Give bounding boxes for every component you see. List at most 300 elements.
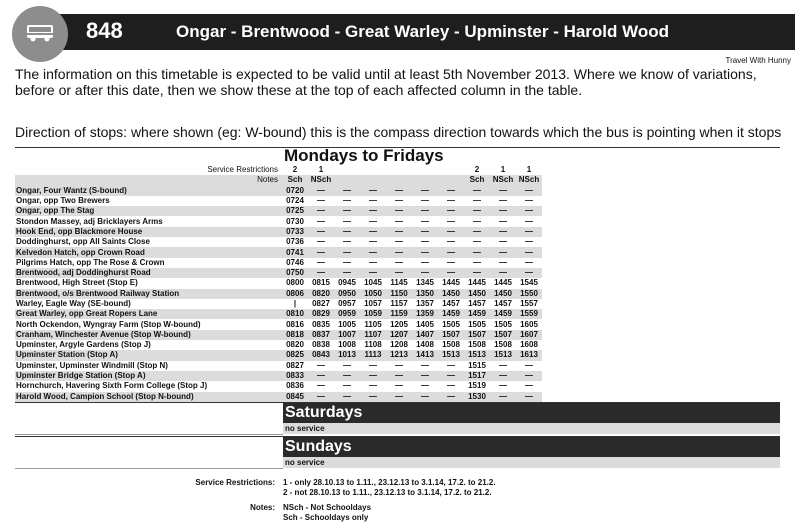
footnote-restriction-2: 2 - not 28.10.13 to 1.11., 23.12.13 to 3.1.14, 17.2. to 21.2. bbox=[283, 488, 492, 497]
time-cell: 0945 bbox=[338, 278, 356, 288]
time-cell: 1505 bbox=[494, 319, 512, 329]
time-cell: 0810 bbox=[282, 309, 308, 319]
time-cell: 0829 bbox=[308, 309, 334, 319]
stop-name: Harold Wood, Campion School (Stop N-bound) bbox=[15, 392, 282, 402]
stop-name: Hook End, opp Blackmore House bbox=[15, 227, 282, 237]
time-cell: 0836 bbox=[286, 381, 304, 391]
time-cell: — bbox=[438, 186, 464, 196]
time-cell: — bbox=[464, 247, 490, 257]
time-cell: — bbox=[395, 216, 403, 226]
restriction-cell: 1 bbox=[526, 165, 532, 175]
note-cell bbox=[334, 175, 360, 185]
stop-name: Doddinghurst, opp All Saints Close bbox=[16, 237, 150, 247]
time-cell: — bbox=[525, 381, 533, 391]
mon-fri-title: Mondays to Fridays bbox=[284, 146, 444, 165]
time-cell: 0833 bbox=[282, 371, 308, 381]
time-cell: 1508 bbox=[442, 340, 460, 350]
time-cell: — bbox=[308, 206, 334, 216]
sundays-header bbox=[283, 437, 780, 457]
table-row bbox=[15, 196, 542, 206]
time-cell: 0746 bbox=[286, 257, 304, 267]
time-cell: 1450 bbox=[464, 289, 490, 299]
time-cell: 0838 bbox=[312, 340, 330, 350]
time-cell: — bbox=[438, 268, 464, 278]
table-row bbox=[15, 361, 542, 371]
footnote-note-nsch: NSch - Not Schooldays bbox=[283, 503, 372, 512]
route-title: Ongar - Brentwood - Great Warley - Upminster - Harold Wood bbox=[176, 22, 670, 41]
time-cell: 1413 bbox=[412, 350, 438, 360]
time-cell: — bbox=[490, 206, 516, 216]
time-cell: 1357 bbox=[416, 299, 434, 308]
time-cell: — bbox=[421, 216, 429, 226]
time-cell: — bbox=[317, 257, 325, 267]
saturdays-note: no service bbox=[285, 424, 325, 433]
time-cell: — bbox=[525, 257, 533, 267]
route-number: 848 bbox=[86, 18, 123, 43]
restriction-cell: 2 bbox=[292, 165, 298, 175]
time-cell: 0827 bbox=[286, 360, 304, 370]
table-row bbox=[15, 319, 542, 329]
time-cell: 1459 bbox=[464, 309, 490, 319]
time-cell: 1513 bbox=[490, 350, 516, 360]
time-cell: — bbox=[334, 371, 360, 381]
time-cell: — bbox=[334, 247, 360, 257]
time-cell: 1515 bbox=[468, 360, 486, 370]
time-cell: — bbox=[334, 268, 360, 278]
note-cell bbox=[386, 175, 412, 185]
time-cell: — bbox=[369, 196, 377, 206]
time-cell: — bbox=[525, 360, 533, 370]
time-cell: — bbox=[516, 186, 542, 196]
time-cell: — bbox=[317, 196, 325, 206]
time-cell: 0835 bbox=[312, 319, 330, 329]
time-cell: — bbox=[369, 257, 377, 267]
table-row bbox=[15, 258, 542, 268]
time-cell: — bbox=[360, 268, 386, 278]
time-cell: 1530 bbox=[464, 392, 490, 402]
time-cell: — bbox=[438, 371, 464, 381]
time-cell: — bbox=[395, 360, 403, 370]
time-cell: — bbox=[447, 381, 455, 391]
time-cell: — bbox=[447, 196, 455, 206]
time-cell: — bbox=[308, 392, 334, 402]
time-cell: 0720 bbox=[282, 186, 308, 196]
note-cell: NSch bbox=[308, 175, 334, 185]
time-cell: — bbox=[360, 227, 386, 237]
time-cell: — bbox=[386, 227, 412, 237]
time-cell: — bbox=[386, 268, 412, 278]
time-cell: 1507 bbox=[490, 330, 516, 340]
stop-name: Ongar, opp Two Brewers bbox=[16, 196, 110, 206]
time-cell: — bbox=[412, 186, 438, 196]
stop-name: Stondon Massey, adj Bricklayers Arms bbox=[16, 216, 163, 226]
restriction-cell bbox=[334, 165, 360, 175]
time-cell: — bbox=[343, 237, 351, 247]
time-cell: — bbox=[525, 196, 533, 206]
time-cell: — bbox=[447, 257, 455, 267]
time-cell: 1605 bbox=[520, 319, 538, 329]
table-row bbox=[15, 381, 542, 391]
stop-name: Upminster Station (Stop A) bbox=[15, 350, 282, 360]
time-cell: 1513 bbox=[438, 350, 464, 360]
time-cell: 1113 bbox=[360, 350, 386, 360]
stop-name: Ongar, opp The Stag bbox=[15, 206, 282, 216]
stop-name: North Ockendon, Wyngray Farm (Stop W-bound) bbox=[16, 319, 201, 329]
time-cell: — bbox=[412, 227, 438, 237]
time-cell: — bbox=[360, 186, 386, 196]
time-cell: 1457 bbox=[494, 299, 512, 308]
time-cell: — bbox=[308, 268, 334, 278]
time-cell: — bbox=[334, 186, 360, 196]
time-cell: 0950 bbox=[334, 289, 360, 299]
time-cell: 1545 bbox=[520, 278, 538, 288]
time-cell: — bbox=[395, 196, 403, 206]
sundays-note: no service bbox=[285, 458, 325, 467]
time-cell: — bbox=[360, 206, 386, 216]
time-cell: 1550 bbox=[516, 289, 542, 299]
note-cell: Sch bbox=[464, 175, 490, 185]
time-cell: — bbox=[490, 227, 516, 237]
time-cell: 0957 bbox=[338, 299, 356, 308]
time-cell: 1105 bbox=[364, 319, 382, 329]
time-cell: — bbox=[447, 216, 455, 226]
timetable-mon-fri bbox=[15, 165, 542, 402]
time-cell: 0843 bbox=[308, 350, 334, 360]
time-cell: — bbox=[464, 268, 490, 278]
time-cell: 0845 bbox=[282, 392, 308, 402]
time-cell: 1145 bbox=[390, 278, 408, 288]
time-cell: 1457 bbox=[442, 299, 460, 308]
time-cell: 0736 bbox=[286, 237, 304, 247]
time-cell: 1045 bbox=[364, 278, 382, 288]
time-cell: — bbox=[386, 247, 412, 257]
time-cell: — bbox=[499, 216, 507, 226]
time-cell: — bbox=[308, 371, 334, 381]
time-cell: — bbox=[464, 206, 490, 216]
time-cell: — bbox=[317, 360, 325, 370]
time-cell: 0827 bbox=[312, 299, 330, 308]
time-cell: 0837 bbox=[308, 330, 334, 340]
time-cell: — bbox=[369, 237, 377, 247]
restrictions-label: Service Restrictions bbox=[207, 165, 278, 175]
table-row bbox=[15, 186, 542, 196]
time-cell: — bbox=[421, 381, 429, 391]
time-cell: 1013 bbox=[334, 350, 360, 360]
time-cell: — bbox=[438, 392, 464, 402]
time-cell: — bbox=[516, 371, 542, 381]
time-cell: 1345 bbox=[416, 278, 434, 288]
time-cell: — bbox=[369, 360, 377, 370]
time-cell: 1005 bbox=[338, 319, 356, 329]
stop-name: Upminster, Upminster Windmill (Stop N) bbox=[16, 360, 168, 370]
time-cell: — bbox=[438, 206, 464, 216]
time-cell: 1207 bbox=[386, 330, 412, 340]
time-cell: — bbox=[447, 360, 455, 370]
time-cell: 1057 bbox=[364, 299, 382, 308]
time-cell: — bbox=[308, 227, 334, 237]
table-row bbox=[15, 299, 542, 309]
time-cell: — bbox=[360, 371, 386, 381]
time-cell: 0750 bbox=[282, 268, 308, 278]
time-cell: — bbox=[308, 186, 334, 196]
sundays-no-service bbox=[283, 457, 780, 468]
time-cell: 1350 bbox=[412, 289, 438, 299]
note-cell: Sch bbox=[282, 175, 308, 185]
time-cell: — bbox=[395, 237, 403, 247]
time-cell: — bbox=[386, 206, 412, 216]
time-cell: 1050 bbox=[360, 289, 386, 299]
time-cell: 1445 bbox=[494, 278, 512, 288]
time-cell: 0820 bbox=[286, 340, 304, 350]
stop-name: Great Warley, opp Great Ropers Lane bbox=[15, 309, 282, 319]
time-cell: — bbox=[369, 381, 377, 391]
stop-name: Brentwood, High Street (Stop E) bbox=[16, 278, 138, 288]
time-cell: — bbox=[317, 381, 325, 391]
divider bbox=[15, 434, 283, 435]
restriction-cell: 1 bbox=[318, 165, 324, 175]
time-cell: — bbox=[412, 247, 438, 257]
table-row bbox=[15, 247, 542, 257]
time-cell: 1208 bbox=[390, 340, 408, 350]
time-cell: 0733 bbox=[282, 227, 308, 237]
time-cell: — bbox=[499, 257, 507, 267]
stop-name: Brentwood, adj Doddinghurst Road bbox=[15, 268, 282, 278]
time-cell: 1205 bbox=[390, 319, 408, 329]
time-cell: — bbox=[473, 237, 481, 247]
time-cell: — bbox=[421, 196, 429, 206]
time-cell: 1359 bbox=[412, 309, 438, 319]
header bbox=[0, 0, 795, 65]
time-cell: 1445 bbox=[442, 278, 460, 288]
time-cell: 1508 bbox=[494, 340, 512, 350]
time-cell: — bbox=[516, 268, 542, 278]
divider bbox=[15, 468, 283, 469]
restriction-cell bbox=[438, 165, 464, 175]
time-cell: — bbox=[473, 257, 481, 267]
time-cell: — bbox=[464, 227, 490, 237]
time-cell: 1613 bbox=[516, 350, 542, 360]
time-cell: — bbox=[360, 247, 386, 257]
sundays-title: Sundays bbox=[285, 438, 352, 455]
time-cell: — bbox=[343, 196, 351, 206]
brand-label: Travel With Hunny bbox=[725, 56, 791, 65]
stop-name: Pilgrims Hatch, opp The Rose & Crown bbox=[16, 257, 165, 267]
time-cell: 1457 bbox=[468, 299, 486, 308]
time-cell: 0959 bbox=[334, 309, 360, 319]
note-cell: NSch bbox=[516, 175, 542, 185]
time-cell: 1508 bbox=[468, 340, 486, 350]
time-cell: 0800 bbox=[286, 278, 304, 288]
time-cell: 1505 bbox=[442, 319, 460, 329]
time-cell: — bbox=[499, 360, 507, 370]
footnote-note-sch: Sch - Schooldays only bbox=[283, 513, 369, 522]
stop-name: Cranham, Winchester Avenue (Stop W-bound) bbox=[15, 330, 282, 340]
time-cell: 1459 bbox=[438, 309, 464, 319]
time-cell: 0741 bbox=[282, 247, 308, 257]
time-cell: 1157 bbox=[390, 299, 408, 308]
table-row bbox=[15, 206, 542, 216]
notes-row bbox=[15, 175, 542, 185]
time-cell: 1445 bbox=[468, 278, 486, 288]
time-cell: — bbox=[490, 268, 516, 278]
table-row bbox=[15, 392, 542, 402]
table-row bbox=[15, 340, 542, 350]
time-cell: — bbox=[499, 381, 507, 391]
time-cell: — bbox=[499, 237, 507, 247]
time-cell: — bbox=[516, 392, 542, 402]
time-cell: 1408 bbox=[416, 340, 434, 350]
time-cell: — bbox=[464, 186, 490, 196]
time-cell: 1407 bbox=[412, 330, 438, 340]
time-cell: — bbox=[308, 247, 334, 257]
time-cell: — bbox=[334, 206, 360, 216]
saturdays-header bbox=[283, 403, 780, 423]
note-cell: NSch bbox=[490, 175, 516, 185]
time-cell: 1213 bbox=[386, 350, 412, 360]
time-cell: — bbox=[317, 237, 325, 247]
time-cell: — bbox=[499, 196, 507, 206]
footnote-restrictions-label: Service Restrictions: bbox=[195, 478, 275, 487]
table-row bbox=[15, 227, 542, 237]
stop-name: Upminster Bridge Station (Stop A) bbox=[15, 371, 282, 381]
stop-name: Upminster, Argyle Gardens (Stop J) bbox=[16, 340, 151, 350]
time-cell: — bbox=[386, 371, 412, 381]
time-cell: — bbox=[473, 196, 481, 206]
time-cell: — bbox=[447, 237, 455, 247]
time-cell: — bbox=[386, 186, 412, 196]
notes-label: Notes bbox=[15, 175, 282, 185]
restriction-cell: 2 bbox=[474, 165, 480, 175]
time-cell: 1450 bbox=[438, 289, 464, 299]
time-cell: — bbox=[516, 227, 542, 237]
time-cell: — bbox=[343, 216, 351, 226]
time-cell: — bbox=[343, 381, 351, 391]
time-cell: — bbox=[525, 237, 533, 247]
table-row bbox=[15, 371, 542, 381]
time-cell: — bbox=[395, 257, 403, 267]
time-cell: — bbox=[412, 206, 438, 216]
time-cell: 1608 bbox=[520, 340, 538, 350]
table-row bbox=[15, 350, 542, 360]
time-cell: — bbox=[369, 216, 377, 226]
footnote-notes-label: Notes: bbox=[250, 503, 275, 512]
time-cell: 1557 bbox=[520, 299, 538, 308]
time-cell: 1519 bbox=[468, 381, 486, 391]
stop-name: Warley, Eagle Way (SE-bound) bbox=[16, 299, 131, 308]
time-cell: 0806 bbox=[282, 289, 308, 299]
time-cell: 1505 bbox=[468, 319, 486, 329]
time-cell: 1450 bbox=[490, 289, 516, 299]
validity-info: The information on this timetable is expected to be valid until at least 5th November 2013. Where we know of variations, before or after this date, then we show these at the top of each affected column in the table. bbox=[15, 66, 757, 98]
table-row bbox=[15, 268, 542, 278]
table-row bbox=[15, 216, 542, 226]
note-cell bbox=[438, 175, 464, 185]
time-cell: — bbox=[334, 227, 360, 237]
time-cell: — bbox=[343, 360, 351, 370]
saturdays-title: Saturdays bbox=[285, 404, 363, 421]
time-cell: — bbox=[516, 206, 542, 216]
time-cell: 1008 bbox=[338, 340, 356, 350]
time-cell: 1150 bbox=[386, 289, 412, 299]
time-cell: 1059 bbox=[360, 309, 386, 319]
note-cell bbox=[412, 175, 438, 185]
stop-name: Ongar, Four Wantz (S-bound) bbox=[15, 186, 282, 196]
time-cell: 0730 bbox=[286, 216, 304, 226]
time-cell: 1159 bbox=[386, 309, 412, 319]
saturdays-no-service bbox=[283, 423, 780, 434]
time-cell: 1507 bbox=[464, 330, 490, 340]
time-cell: — bbox=[421, 360, 429, 370]
time-cell: 0825 bbox=[282, 350, 308, 360]
restriction-cell bbox=[360, 165, 386, 175]
time-cell: 1007 bbox=[334, 330, 360, 340]
time-cell: — bbox=[490, 392, 516, 402]
table-row bbox=[15, 309, 542, 319]
bus-icon bbox=[26, 22, 54, 44]
time-cell: — bbox=[516, 247, 542, 257]
time-cell: — bbox=[438, 247, 464, 257]
time-cell: — bbox=[421, 237, 429, 247]
time-cell: — bbox=[360, 392, 386, 402]
time-cell: | bbox=[293, 299, 297, 308]
time-cell: — bbox=[490, 371, 516, 381]
time-cell: 0725 bbox=[282, 206, 308, 216]
time-cell: — bbox=[421, 257, 429, 267]
restriction-cell: 1 bbox=[500, 165, 506, 175]
time-cell: 1108 bbox=[364, 340, 382, 350]
time-cell: 1559 bbox=[516, 309, 542, 319]
stop-name: Kelvedon Hatch, opp Crown Road bbox=[15, 247, 282, 257]
time-cell: 0820 bbox=[308, 289, 334, 299]
time-cell: — bbox=[343, 257, 351, 267]
time-cell: — bbox=[438, 227, 464, 237]
time-cell: 1517 bbox=[464, 371, 490, 381]
restriction-cell bbox=[386, 165, 412, 175]
table-row bbox=[15, 289, 542, 299]
stop-name: Hornchurch, Havering Sixth Form College (Stop J) bbox=[16, 381, 208, 391]
time-cell: 0815 bbox=[312, 278, 330, 288]
time-cell: 1513 bbox=[464, 350, 490, 360]
time-cell: — bbox=[412, 392, 438, 402]
time-cell: — bbox=[386, 392, 412, 402]
time-cell: — bbox=[490, 247, 516, 257]
time-cell: — bbox=[317, 216, 325, 226]
table-row bbox=[15, 237, 542, 247]
footnote-restriction-1: 1 - only 28.10.13 to 1.11., 23.12.13 to 3.1.14, 17.2. to 21.2. bbox=[283, 478, 496, 487]
time-cell: — bbox=[490, 186, 516, 196]
time-cell: — bbox=[473, 216, 481, 226]
time-cell: 0818 bbox=[282, 330, 308, 340]
time-cell: — bbox=[525, 216, 533, 226]
restriction-cell bbox=[412, 165, 438, 175]
time-cell: 1459 bbox=[490, 309, 516, 319]
time-cell: 0724 bbox=[286, 196, 304, 206]
restrictions-row bbox=[15, 165, 542, 175]
time-cell: 1607 bbox=[516, 330, 542, 340]
stop-name: Brentwood, o/s Brentwood Railway Station bbox=[15, 289, 282, 299]
table-row bbox=[15, 330, 542, 340]
time-cell: 1405 bbox=[416, 319, 434, 329]
time-cell: — bbox=[334, 392, 360, 402]
time-cell: 1507 bbox=[438, 330, 464, 340]
table-row bbox=[15, 278, 542, 288]
direction-info: Direction of stops: where shown (eg: W-bound) this is the compass direction towards which the bus is pointing when it stops bbox=[15, 124, 782, 140]
time-cell: — bbox=[395, 381, 403, 391]
time-cell: — bbox=[412, 371, 438, 381]
time-cell: 1107 bbox=[360, 330, 386, 340]
note-cell bbox=[360, 175, 386, 185]
time-cell: — bbox=[412, 268, 438, 278]
